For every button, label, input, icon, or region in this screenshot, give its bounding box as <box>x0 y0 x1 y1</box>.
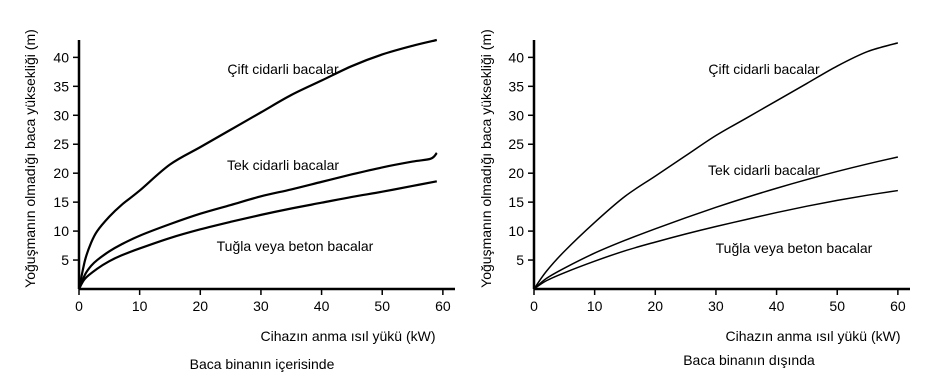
y-tick-label: 30 <box>508 107 524 124</box>
x-tick-label: 50 <box>829 298 846 314</box>
y-tick-label: 40 <box>508 49 524 66</box>
y-tick-label: 15 <box>53 194 69 211</box>
x-tick-label: 40 <box>313 298 330 314</box>
series-label-1: Çift cidarli bacalar <box>227 61 339 77</box>
y-axis-label: Yoğuşmanın olmadığı baca yüksekliği (m) <box>478 29 494 288</box>
x-tick-label: 0 <box>530 298 538 314</box>
series-line-2 <box>79 153 437 289</box>
y-tick-label: 15 <box>508 194 524 211</box>
y-tick-label: 35 <box>53 78 69 95</box>
x-tick-label: 0 <box>75 298 83 314</box>
x-axis-label: Cihazın anma ısıl yükü (kW) <box>260 328 436 344</box>
x-tick-label: 40 <box>768 298 785 314</box>
y-tick-label: 20 <box>508 165 524 182</box>
y-tick-label: 40 <box>53 49 69 66</box>
series-label-1: Çift cidarli bacalar <box>708 61 820 77</box>
chart-caption: Baca binanın içerisinde <box>189 356 335 372</box>
y-tick-label: 20 <box>53 165 69 182</box>
x-tick-label: 60 <box>435 298 451 314</box>
x-tick-label: 20 <box>647 298 664 314</box>
series-label-3: Tuğla veya beton bacalar <box>216 238 374 254</box>
chart-caption: Baca binanın dışında <box>683 352 815 368</box>
x-tick-label: 30 <box>253 298 269 314</box>
y-tick-label: 25 <box>508 136 524 153</box>
series-label-2: Tek cidarli bacalar <box>707 162 821 178</box>
x-tick-label: 10 <box>131 298 148 314</box>
x-axis-label: Cihazın anma ısıl yükü (kW) <box>725 328 901 344</box>
y-tick-label: 25 <box>53 136 69 153</box>
y-tick-label: 30 <box>53 107 69 124</box>
y-tick-label: 5 <box>516 252 524 269</box>
x-tick-label: 30 <box>708 298 724 314</box>
x-tick-label: 60 <box>890 298 906 314</box>
x-tick-label: 10 <box>586 298 603 314</box>
y-tick-label: 35 <box>508 78 524 95</box>
x-tick-label: 20 <box>192 298 209 314</box>
chart-panel-1 <box>22 29 455 372</box>
y-tick-label: 5 <box>61 252 69 269</box>
x-tick-label: 50 <box>374 298 391 314</box>
y-tick-label: 10 <box>53 223 69 240</box>
chart-panel-2 <box>478 29 910 368</box>
series-label-2: Tek cidarli bacalar <box>226 157 340 173</box>
y-tick-label: 10 <box>508 223 524 240</box>
series-label-3: Tuğla veya beton bacalar <box>715 240 873 256</box>
y-axis-label: Yoğuşmanın olmadığı baca yüksekliği (m) <box>22 29 38 288</box>
